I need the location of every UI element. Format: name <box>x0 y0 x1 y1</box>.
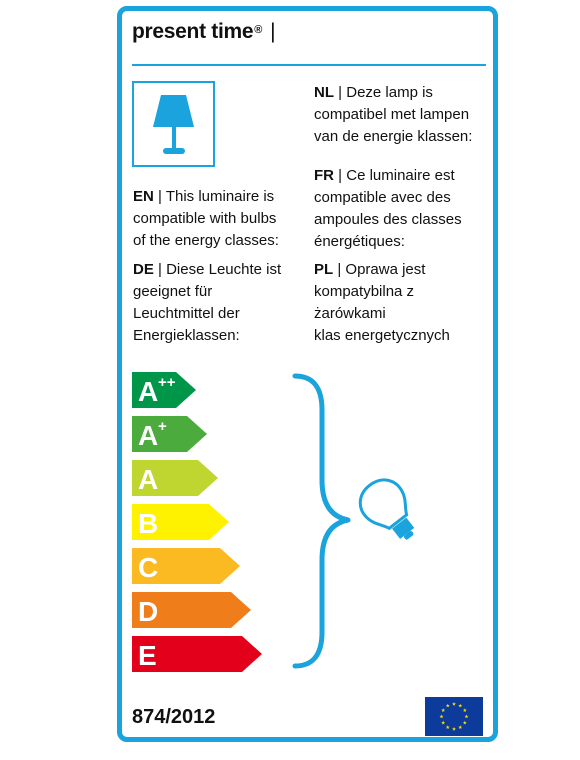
energy-class-3 <box>132 460 218 496</box>
energy-class-letter: E <box>138 640 157 671</box>
de-line-4: Energieklassen: <box>133 327 240 344</box>
en-line-2: compatible with bulbs <box>133 210 277 227</box>
energy-class-letter: A <box>138 420 159 451</box>
pl-line-2: kompatybilna z <box>314 283 415 300</box>
energy-class-2 <box>132 416 207 452</box>
nl-line-2: compatibel met lampen <box>314 106 470 123</box>
text-en <box>133 186 308 252</box>
text-nl <box>314 82 494 148</box>
pl-line-3: żarówkami <box>314 305 386 322</box>
lamp-icon-box <box>132 81 215 167</box>
lang-sep-nl: | <box>334 84 347 101</box>
energy-class-letter: A <box>138 464 159 495</box>
light-bulb-icon <box>352 472 420 551</box>
en-line-1: This luminaire is <box>165 188 275 205</box>
fr-line-4: énergétiques: <box>314 233 405 250</box>
text-fr <box>314 165 494 253</box>
de-line-1: Diese Leuchte ist <box>166 261 282 278</box>
lang-sep-de: | <box>153 261 167 278</box>
energy-class-6 <box>132 592 251 628</box>
energy-class-5 <box>132 548 240 584</box>
energy-class-letter: D <box>138 596 159 627</box>
regulation-number: 874/2012 <box>132 706 216 728</box>
energy-class-1 <box>132 372 196 408</box>
brand-logo <box>132 20 275 44</box>
energy-class-superscript: ++ <box>158 374 176 391</box>
lang-code-fr: FR <box>314 167 334 184</box>
pl-line-4: klas energetycznych <box>314 327 450 344</box>
text-pl <box>314 259 494 347</box>
fr-line-3: ampoules des classes <box>314 211 462 228</box>
lang-sep-fr: | <box>334 167 347 184</box>
lang-code-en: EN <box>133 188 154 205</box>
energy-class-7 <box>132 636 262 672</box>
de-line-3: Leuchtmittel der <box>133 305 240 322</box>
registered-mark: ® <box>254 24 263 36</box>
text-de <box>133 259 308 347</box>
pl-line-1: Oprawa jest <box>345 261 426 278</box>
energy-class-letter: B <box>138 508 159 539</box>
lang-code-de: DE <box>133 261 154 278</box>
brand-separator: | <box>270 20 276 43</box>
nl-line-3: van de energie klassen: <box>314 128 473 145</box>
fr-line-1: Ce luminaire est <box>346 167 455 184</box>
fr-line-2: compatible avec des <box>314 189 451 206</box>
energy-class-arrows <box>130 370 280 680</box>
energy-class-letter: A <box>138 376 159 407</box>
lang-sep-pl: | <box>333 261 346 278</box>
lang-sep-en: | <box>153 188 166 205</box>
lang-code-pl: PL <box>314 261 334 278</box>
energy-class-letter: C <box>138 552 159 583</box>
table-lamp-icon <box>134 83 213 165</box>
header-divider <box>132 64 486 66</box>
eu-flag-icon <box>425 697 483 736</box>
de-line-2: geeignet für <box>133 283 213 300</box>
lang-code-nl: NL <box>314 84 334 101</box>
energy-class-superscript: + <box>158 418 167 435</box>
nl-line-1: Deze lamp is <box>346 84 433 101</box>
energy-class-4 <box>132 504 229 540</box>
en-line-3: of the energy classes: <box>133 232 279 249</box>
compatibility-bracket <box>290 370 420 675</box>
brand-name: present time <box>132 20 254 43</box>
